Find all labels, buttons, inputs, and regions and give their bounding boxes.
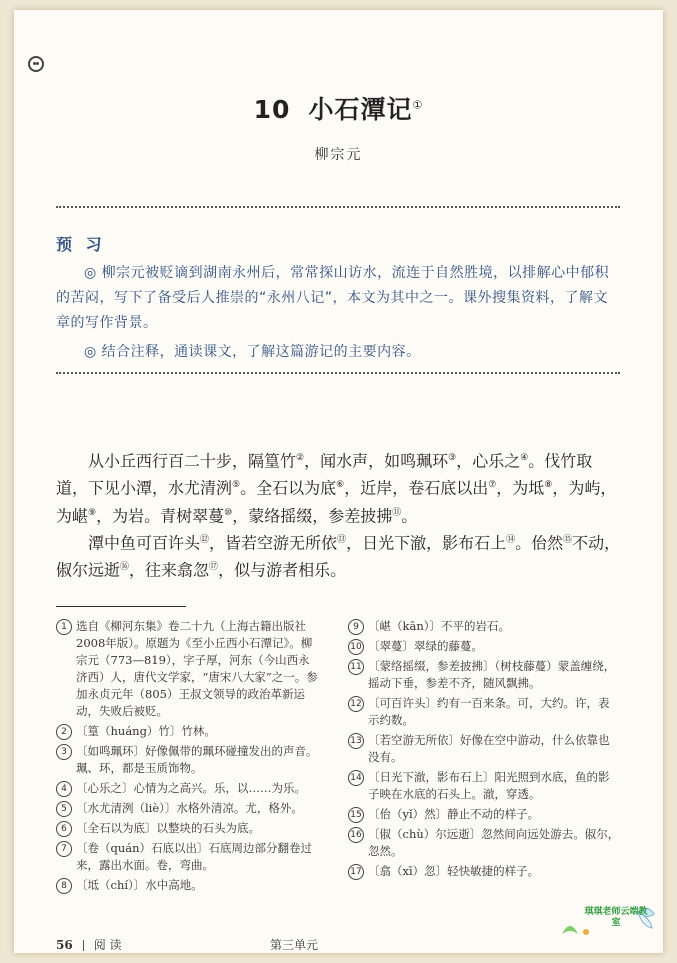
text-run: ，皆若空游无所依 [209, 533, 338, 553]
text-run: ，近岸，卷石底以出 [344, 478, 489, 498]
footnote-number: 17 [348, 864, 364, 880]
footnote-text: 〔若空游无所依〕好像在空中游动，什么依靠也没有。 [368, 733, 610, 764]
footnote-item [348, 638, 620, 655]
page [14, 10, 663, 953]
footnote-item [348, 769, 620, 803]
footnote-ref: ⑤ [232, 480, 241, 491]
divider-top [56, 206, 620, 208]
watermark-logo [556, 904, 658, 940]
footnote-item [348, 658, 620, 692]
watermark-text: 琪琪老师云端教室 [584, 907, 648, 928]
footnote-text: 〔佁（yǐ）然〕静止不动的样子。 [368, 807, 540, 821]
footnote-number: 1 [56, 619, 72, 635]
footnote-item [56, 743, 318, 777]
main-text [56, 446, 622, 583]
section-label: 阅 读 [93, 938, 122, 952]
footnote-number: 5 [56, 801, 72, 817]
footnote-ref: ⑯ [120, 562, 130, 573]
footnote-text: 〔篁（huáng）竹〕竹林。 [76, 724, 216, 738]
lesson-number: 10 [253, 95, 291, 124]
preview-section [56, 232, 622, 365]
unit-label: 第三单元 [270, 938, 319, 952]
footnote-text: 〔全石以为底〕以整块的石头为底。 [76, 821, 260, 835]
footnote-number: 7 [56, 841, 72, 857]
divider-bottom [56, 372, 620, 374]
footnote-number: 3 [56, 744, 72, 760]
footnote-number: 14 [348, 770, 364, 786]
lesson-header [14, 90, 663, 126]
lesson-title-text: 小石潭记 [308, 95, 413, 124]
footnote-item [56, 780, 318, 797]
text-run: ，闻水声，如鸣珮环 [304, 451, 449, 471]
footnote-item [56, 820, 318, 837]
lesson-title [254, 95, 424, 124]
footnote-ref: ⑬ [337, 534, 347, 545]
footnote-number: 6 [56, 821, 72, 837]
footnote-text: 〔嵁（kān）〕不平的岩石。 [368, 619, 510, 633]
footnote-number: 10 [348, 639, 364, 655]
preview-heading: 预 习 [56, 235, 106, 254]
footnote-ref: ④ [520, 453, 529, 463]
footnote-item [348, 618, 620, 635]
footnote-ref: ③ [448, 453, 457, 463]
footnote-number: 15 [348, 807, 364, 823]
footnote-text: 〔水尤清洌（liè）〕水格外清凉。尤，格外。 [76, 801, 303, 815]
preview-item: ◎ 结合注释，通读课文，了解这篇游记的主要内容。 [84, 344, 421, 360]
paragraph-1 [56, 446, 622, 528]
text-run: 。 [401, 505, 418, 525]
footnotes-left [56, 618, 318, 897]
text-run: 不动，俶尔远逝 [56, 533, 621, 580]
text-run: ，蒙络摇缀，参差披拂 [232, 505, 393, 525]
smiley-icon [28, 56, 44, 72]
footnote-number: 16 [348, 827, 364, 843]
footnote-item [56, 800, 318, 817]
footnote-ref: ② [296, 453, 305, 463]
footnote-text: 〔坻（chí）〕水中高地。 [76, 878, 203, 892]
text-run: ，为屿，为嵁 [56, 478, 617, 525]
text-run: ，日光下澈，影布石上 [346, 533, 507, 553]
footnote-number: 2 [56, 724, 72, 740]
footnote-text: 〔如鸣珮环〕好像佩带的珮环碰撞发出的声音。珮、环，都是玉质饰物。 [76, 744, 318, 775]
text-run: ，往来翕忽 [129, 560, 210, 580]
text-run: 。佁然 [515, 533, 564, 553]
footnote-number: 4 [56, 781, 72, 797]
footnote-number: 12 [348, 696, 364, 712]
author: 柳宗元 [314, 147, 363, 163]
footnote-text: 〔蒙络摇缀，参差披拂〕（树枝藤蔓）蒙盖缠绕，摇动下垂，参差不齐，随风飘拂。 [368, 659, 616, 690]
footnote-ref: ⑥ [336, 480, 345, 491]
footnote-ref: ⑮ [563, 534, 573, 545]
title-footnote-mark: ① [412, 98, 424, 112]
footnote-item [56, 840, 318, 874]
footer-separator [83, 940, 84, 951]
footnote-item [348, 863, 620, 880]
footnote-text: 〔卷（quán）石底以出〕石底周边部分翻卷过来，露出水面。卷，弯曲。 [76, 841, 313, 872]
footnote-item [56, 877, 318, 894]
text-run: ，为岩。青树翠蔓 [96, 505, 225, 525]
footnote-number: 9 [348, 619, 364, 635]
footnote-ref: ⑧ [544, 480, 553, 491]
footnote-text: 〔俶（chù）尔远逝〕忽然间向远处游去。俶尔，忽然。 [368, 827, 620, 858]
text-run: ，为坻 [496, 478, 545, 498]
text-run: ，似与游者相乐。 [218, 560, 347, 580]
footnote-number: 13 [348, 733, 364, 749]
footnote-ref: ⑫ [200, 534, 210, 545]
text-run: 从小丘西行百二十步，隔篁竹 [88, 451, 297, 471]
footnote-item [56, 618, 318, 720]
text-run: ，心乐之 [456, 451, 521, 471]
footnote-item [56, 723, 318, 740]
footnotes-right [348, 618, 620, 883]
preview-item: ◎ 柳宗元被贬谪到湖南永州后，常常探山访水，流连于自然胜境，以排解心中郁积的苦闷，写下了备受后人推崇的“永州八记”，本文为其中之一。课外搜集资料，了解文章的写作背景。 [56, 265, 610, 331]
footnote-text: 〔可百许头〕约有一百来条。可，大约。许，表示约数。 [368, 696, 610, 727]
footnote-text: 〔心乐之〕心情为之高兴。乐，以……为乐。 [76, 781, 306, 795]
footnote-ref: ⑪ [392, 507, 402, 518]
paragraph-2 [56, 528, 622, 583]
footnote-ref: ⑩ [224, 507, 233, 518]
footnote-number: 8 [56, 878, 72, 894]
footnote-item [348, 806, 620, 823]
footnote-text: 选自《柳河东集》卷二十九（上海古籍出版社2008年版）。原题为《至小丘西小石潭记》。柳宗元（773—819），字子厚，河东（今山西永济西）人，唐代文学家，“唐宋八大家”之一。参加永贞元年（805）王叔文领导的政治革新运动，失败后被贬。 [76, 619, 318, 718]
text-run: 潭中鱼可百许头 [88, 533, 201, 553]
footnote-text: 〔翕（xī）忽〕轻快敏捷的样子。 [368, 864, 540, 878]
footnote-item [348, 732, 620, 766]
page-number: 56 [56, 938, 73, 952]
footnote-text: 〔日光下澈，影布石上〕阳光照到水底，鱼的影子映在水底的石头上。澈，穿透。 [368, 770, 610, 801]
footnote-rule [56, 606, 186, 607]
text-run: 。伐竹取道，下见小潭，水尤清洌 [56, 451, 593, 498]
footnote-ref: ⑦ [488, 480, 497, 491]
footnote-text: 〔翠蔓〕翠绿的藤蔓。 [368, 639, 483, 653]
footnote-ref: ⑨ [88, 507, 97, 518]
footnote-item [348, 695, 620, 729]
footnote-number: 11 [348, 659, 364, 675]
text-run: 。全石以为底 [240, 478, 337, 498]
footnote-ref: ⑭ [506, 534, 516, 545]
footnote-item [348, 826, 620, 860]
footnote-ref: ⑰ [209, 562, 219, 573]
